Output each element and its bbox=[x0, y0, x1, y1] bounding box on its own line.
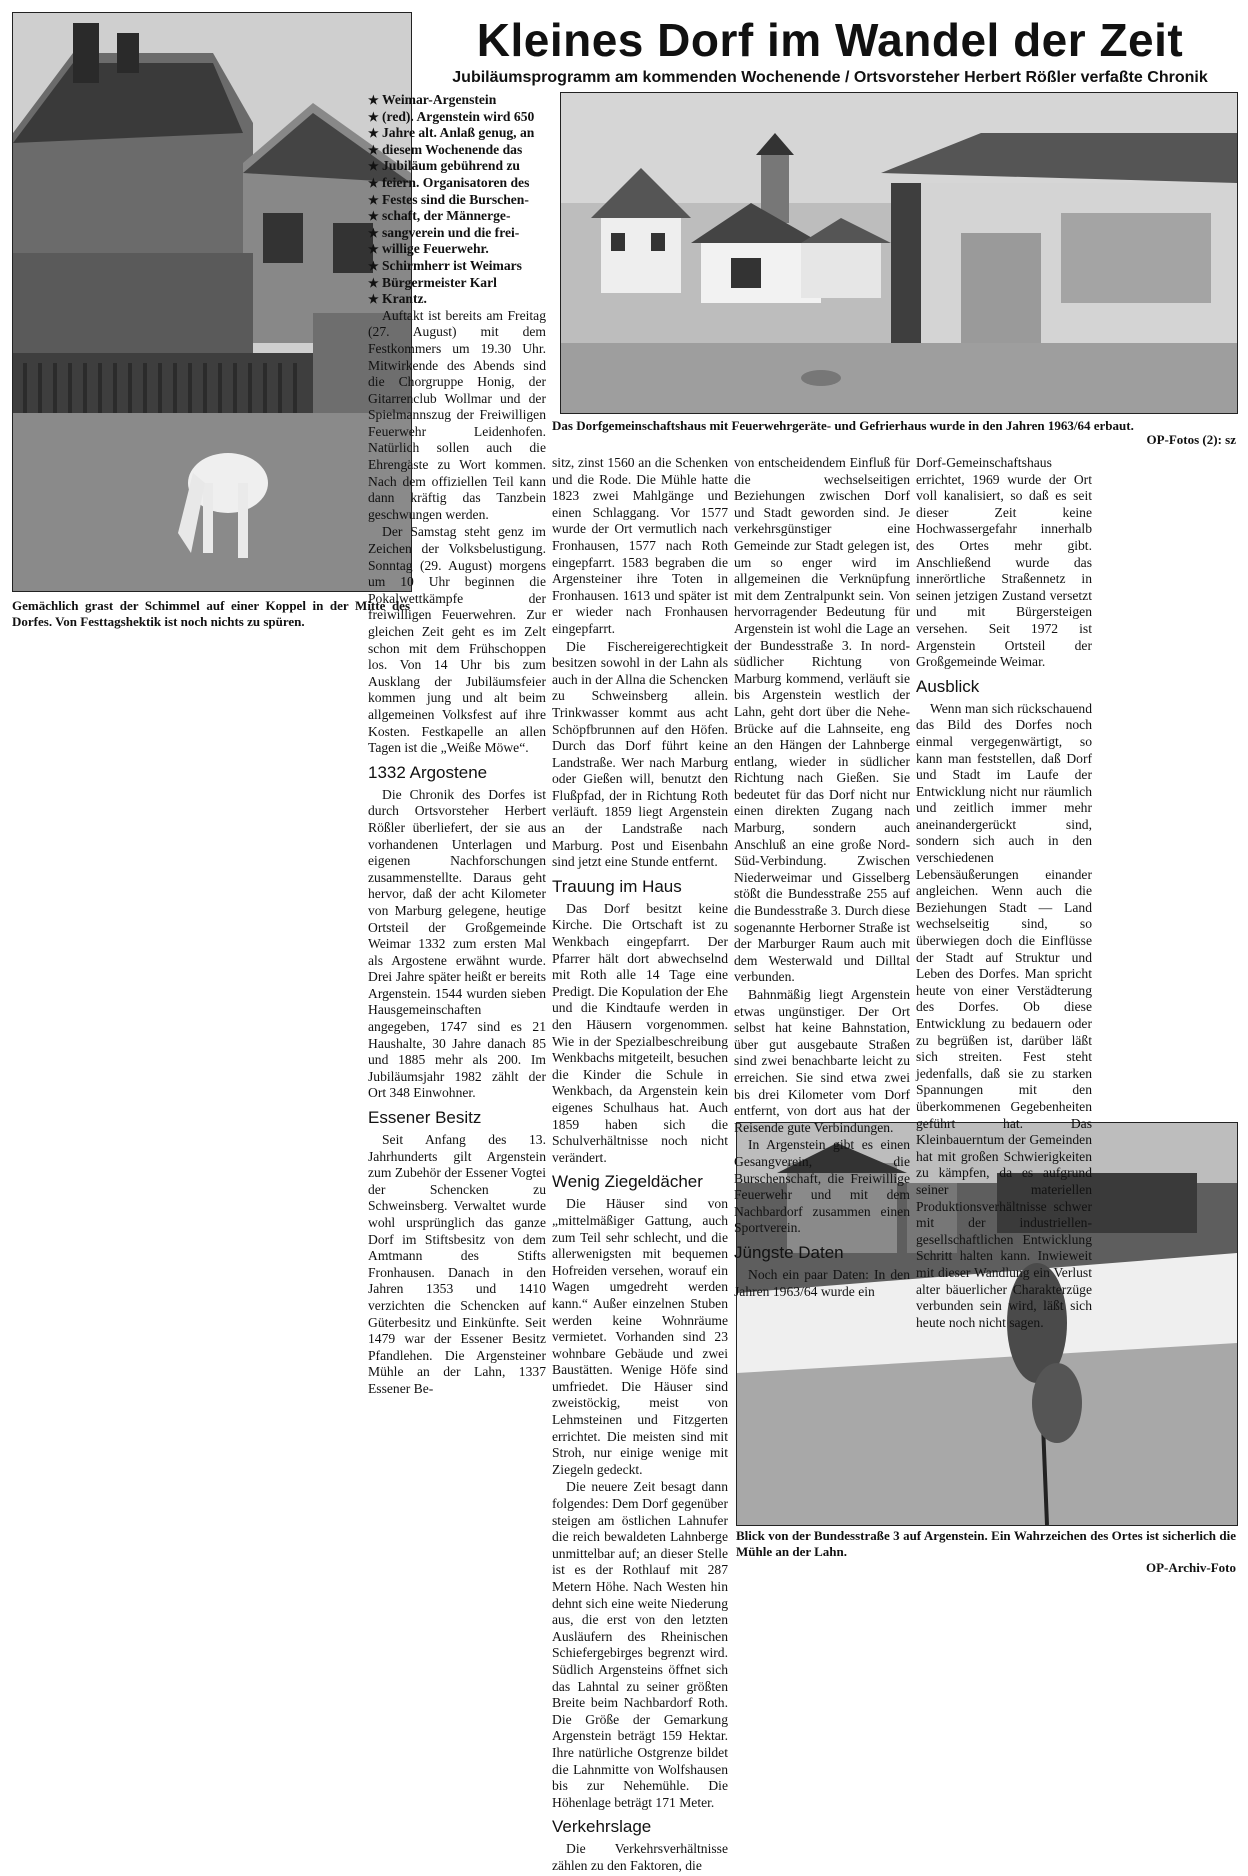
paragraph: Seit Anfang des 13. Jahrhunderts gilt Argenstein zum Zubehör der Essener Vogtei der Schencken zu Schweinsberg. Verwaltet wurde wohl ursprünglich das ganze Dorf im Stiftsbesitz von dem Amtmann des Stifts Fronhausen. Danach in den Jahren 1353 und 1410 verzichten die Schencken auf Güterbesitz und Einkünfte. Seit 1479 war der Essener Besitz Pfandlehen. Die Argensteiner Mühle an der Lahn, 1337 Essener Be- bbox=[368, 1132, 546, 1396]
paragraph: Die neuere Zeit besagt dann folgendes: Dem Dorf gegenüber steigen am östlichen Lahnufer die reich bewaldeten Lahnberge unmittelbar auf; an dieser Stelle ist es der Rothlauf mit 287 Metern Höhe. Nach Westen hin dehnt sich eine weite Niederung aus, die erst von den letzten Ausläufern des Rheinischen Schiefergebirges begrenzt wird. Südlich Argensteins öffnet sich das Lahntal zu seiner größten Breite beim Nachbardorf Roth. Die Größe der Gemarkung Argenstein beträgt 159 Hektar. Ihre natürliche Ostgrenze bildet die Lahnmitte von Wolfshausen bis zur Nehemühle. Die Höhenlage beträgt 171 Meter. bbox=[552, 1479, 728, 1810]
photo-horse-caption: Gemächlich grast der Schimmel auf einer Koppel in der Mitte des Dorfes. Von Festtagshektik ist noch nichts zu spüren. bbox=[12, 598, 410, 629]
photo-horse-grazing bbox=[12, 12, 412, 592]
subheading: Trauung im Haus bbox=[552, 876, 682, 896]
paragraph: In Argenstein gibt es einen Gesangverein, die Burschenschaft, die Freiwillige Feuerwehr und mit dem Nachbardorf zusammen einen Sportverein. bbox=[734, 1137, 910, 1236]
subheading: 1332 Argostene bbox=[368, 762, 488, 782]
subheading: Essener Besitz bbox=[368, 1108, 482, 1128]
photo-mill-credit: OP-Archiv-Foto bbox=[1145, 1560, 1236, 1575]
paragraph: Die Verkehrsverhältnisse zählen zu den Faktoren, die bbox=[552, 1841, 728, 1873]
subheading: Verkehrslage bbox=[552, 1817, 652, 1837]
photo-community-credit: OP-Fotos (2): sz bbox=[1146, 432, 1236, 447]
paragraph: Das Dorf besitzt keine Kirche. Die Ortschaft ist zu Wenkbach eingepfarrt. Der Pfarrer hält dort abwechselnd mit Roth alle 14 Tage eine Predigt. Die Kopulation der Ehe und die Kindtaufe werden in den Häusern vorgenommen. Wie in der Spezialbeschreibung Wenkbachs mitgeteilt, besuchen die Kinder die Schule in Wenkbach, da Argenstein kein eigenes Schulhaus hat. Auch 1859 haben sich die Schulverhältnisse noch nicht verändert. bbox=[552, 900, 728, 1165]
paragraph: Die Häuser sind von „mittelmäßiger Gattung, auch zum Teil sehr schlecht, und die allerwenigsten mit bequemen Hofreiden versehen, worauf ein Wagen umgedreht werden kann.“ Außer einzelnen Stuben werden keine Wohnräume vermietet. Vorhanden sind 23 wohnbare Gebäude und zwei Baustätten. Wenige Höfe sind umfriedet. Die Häuser sind zweistöckig, meist von Lehmsteinen und Fitzgerten errichtet. Die meisten sind mit Stroh, nur einige wenige mit Ziegeln gedeckt. bbox=[552, 1196, 728, 1477]
headline: Kleines Dorf im Wandel der Zeit bbox=[476, 14, 1184, 66]
subheading: Jüngste Daten bbox=[734, 1242, 844, 1262]
column-2 bbox=[552, 455, 728, 1876]
paragraph: Die Fischereigerechtigkeit besitzen sowohl in der Lahn als auch in der Allna die Schencken zu Schweinsberg allein. Trinkwasser kommt aus acht Schöpfbrunnen auf den Höfen. Durch das Dorf führt keine Landstraße. Wer nach Marburg oder Gießen will, benutzt den Flußpfad, der in Richtung Roth verläuft. 1859 liegt Argenstein an der Landstraße nach Marburg. Post und Eisenbahn sind jetzt eine Stunde entfernt. bbox=[552, 638, 728, 870]
column-1 bbox=[368, 92, 546, 1399]
paragraph: Wenn man sich rückschauend das Bild des Dorfes noch einmal vergegenwärtigt, so kann man feststellen, daß Dorf und Stadt im Laufe der Entwicklung nicht nur räumlich und zeitlich immer mehr aneinandergerückt sind, sondern sich auch in den verschiedenen Lebensäußerungen einander angleichen. Wenn auch die Beziehungen Stadt — Land wechselseitig sind, so überwiegen doch die Einflüsse der Stadt auf Struktur und Leben des Dorfes. Man spricht heute von einer Verstädterung des Dorfes. Ob diese Entwicklung zu bedauern oder zu begrüßen ist, darüber läßt sich streiten. Fest steht jedenfalls, daß sie zu starken Spannungen mit den überkommenen Gegebenheiten geführt hat. Das Kleinbauerntum der Gemeinden hat mit großen Schwierigkeiten zu kämpfen, da es aufgrund seiner materiellen Produktionsverhältnisse schwer mit der industriellen-gesellschaftlichen Entwicklung Schritt halten kann. Inwieweit mit dieser Wandlung ein Verlust alter bäuerlicher Charakterzüge verbunden sein wird, läßt sich heute noch nicht sagen. bbox=[916, 700, 1092, 1330]
paragraph: Auftakt ist bereits am Freitag (27. August) mit dem Festkommers um 19.30 Uhr. Mitwirkende des Abends sind die Chorgruppe Honig, der Gitarrenclub Wollmar und der Spielmannszug der Freiwilligen Feuerwehr Leidenhofen. Natürlich sollen auch die Ehrengäste zu Wort kommen. Nach dem offiziellen Teil kann dann kräftig das Tanzbein geschwungen werden. bbox=[368, 307, 546, 522]
lead-paragraph: ★ Weimar-Argenstein ★ (red). Argenstein wird 650 ★ Jahre alt. Anlaß genug, an ★ diesem Wochenende das ★ Jubiläum gebührend zu ★ feiern. Organisatoren des ★ Festes sind die Burschen- ★ schaft, der Männerge- ★ sangverein und die frei- ★ willige Feuerwehr. ★ Schirmherr ist Weimars ★ Bürgermeister Karl ★ Krantz. bbox=[368, 92, 535, 307]
subheading: Ausblick bbox=[916, 676, 980, 696]
column-4 bbox=[916, 455, 1092, 1332]
photo-community-caption: Das Dorfgemeinschaftshaus mit Feuerwehrgeräte- und Gefrierhaus wurde in den Jahren 1963/64 erbaut. bbox=[552, 418, 1134, 433]
paragraph: Dorf-Gemeinschaftshaus errichtet, 1969 wurde der Ort voll kanalisiert, so daß es seit dieser Zeit keine Hochwassergefahr innerhalb des Ortes mehr gibt. Anschließend wurde das innerörtliche Straßennetz in seinen jetzigen Zustand versetzt und mit Bürgersteigen versehen. Seit 1972 ist Argenstein Ortsteil der Großgemeinde Weimar. bbox=[916, 455, 1092, 670]
paragraph: Der Samstag steht genz im Zeichen der Volksbelustigung. Sonntag (29. August) morgens um 10 Uhr beginnen die Pokalwettkämpfe der freiwilligen Feuerwehren. Zur gleichen Zeit geht es im Zelt schon mit dem Frühschoppen los. Von 14 Uhr bis zum Ausklang der Jubiläumsfeier kommen jung und alt beim allgemeinen Volksfest auf ihre Kosten. Festkapelle an allen Tagen ist die „Weiße Möwe“. bbox=[368, 524, 546, 756]
paragraph: Noch ein paar Daten: In den Jahren 1963/64 wurde ein bbox=[734, 1266, 910, 1299]
subheadline: Jubiläumsprogramm am kommenden Wochenende / Ortsvorsteher Herbert Rößler verfaßte Chronik bbox=[452, 69, 1208, 86]
column-3 bbox=[734, 455, 910, 1301]
paragraph: sitz, zinst 1560 an die Schenken und die Rode. Die Mühle hatte 1823 zwei Mahlgänge und einen Schlaggang. Vor 1577 wurde der Ort vermutlich nach Fronhausen, 1577 nach Roth eingepfarrt. 1583 begraben die Argensteiner ihre Toten in Fronhausen. 1613 und später ist er wieder nach Fronhausen eingepfarrt. bbox=[552, 455, 728, 636]
photo-community-house bbox=[560, 92, 1238, 414]
paragraph: von entscheidendem Einfluß für die wechselseitigen Beziehungen zwischen Dorf und Stadt geworden sind. Je verkehrsgünstiger eine Gemeinde zur Stadt gelegen ist, um so enger wird im allgemeinen die Verknüpfung mit dem Zentralpunkt sein. Von hervorragender Bedeutung für Argenstein ist wohl die Lage an der Bundesstraße 3. In nord-südlicher Richtung von Marburg kommend, verläuft sie bis Argenstein westlich der Lahn, geht dort über die Nehe-Brücke auf die Lahnseite, eng an den Hängen der Lahnberge entlang, wieder in südlicher Richtung nach Gießen. Sie bedeutet für das Dorf nicht nur einen direkten Zugang nach Marburg, sondern auch Anschluß an eine große Nord-Süd-Verbindung. Zwischen Niederweimar und Gisselberg stößt die Bundesstraße 255 auf die Bundesstraße 3. Durch diese sogenannte Herborner Straße ist der Marburger Raum auch mit dem Westerwald und Dilltal verbunden. bbox=[734, 455, 910, 985]
paragraph: Die Chronik des Dorfes ist durch Ortsvorsteher Herbert Rößler überliefert, der sie aus vorhandenen Unterlagen und eigenen Nachforschungen zusammenstellte. Daraus geht hervor, daß der acht Kilometer von Marburg gelegene, heutige Ortsteil der Großgemeinde Weimar 1332 zum ersten Mal als Argostene erwähnt wurde. Drei Jahre später heißt er bereits Argenstein. 1544 wurden sieben Hausgemeinschaften angegeben, 1747 sind es 21 Haushalte, 30 Jahre danach 85 und 1885 mehr als 200. Im Jubiläumsjahr 1982 zählt der Ort 348 Einwohner. bbox=[368, 786, 546, 1101]
paragraph: Bahnmäßig liegt Argenstein etwas ungünstiger. Der Ort selbst hat keine Bahnstation, über gut ausgebaute Straßen sind zwei benachbarte leicht zu erreichen. Sie sind etwa zwei bis drei Kilometer vom Dorf entfernt, von dort aus hat der Reisende gute Verbindungen. bbox=[734, 987, 910, 1135]
photo-mill-caption: Blick von der Bundesstraße 3 auf Argenstein. Ein Wahrzeichen des Ortes ist sicherlich die Mühle an der Lahn. bbox=[736, 1528, 1236, 1559]
subheading: Wenig Ziegeldächer bbox=[552, 1172, 703, 1192]
